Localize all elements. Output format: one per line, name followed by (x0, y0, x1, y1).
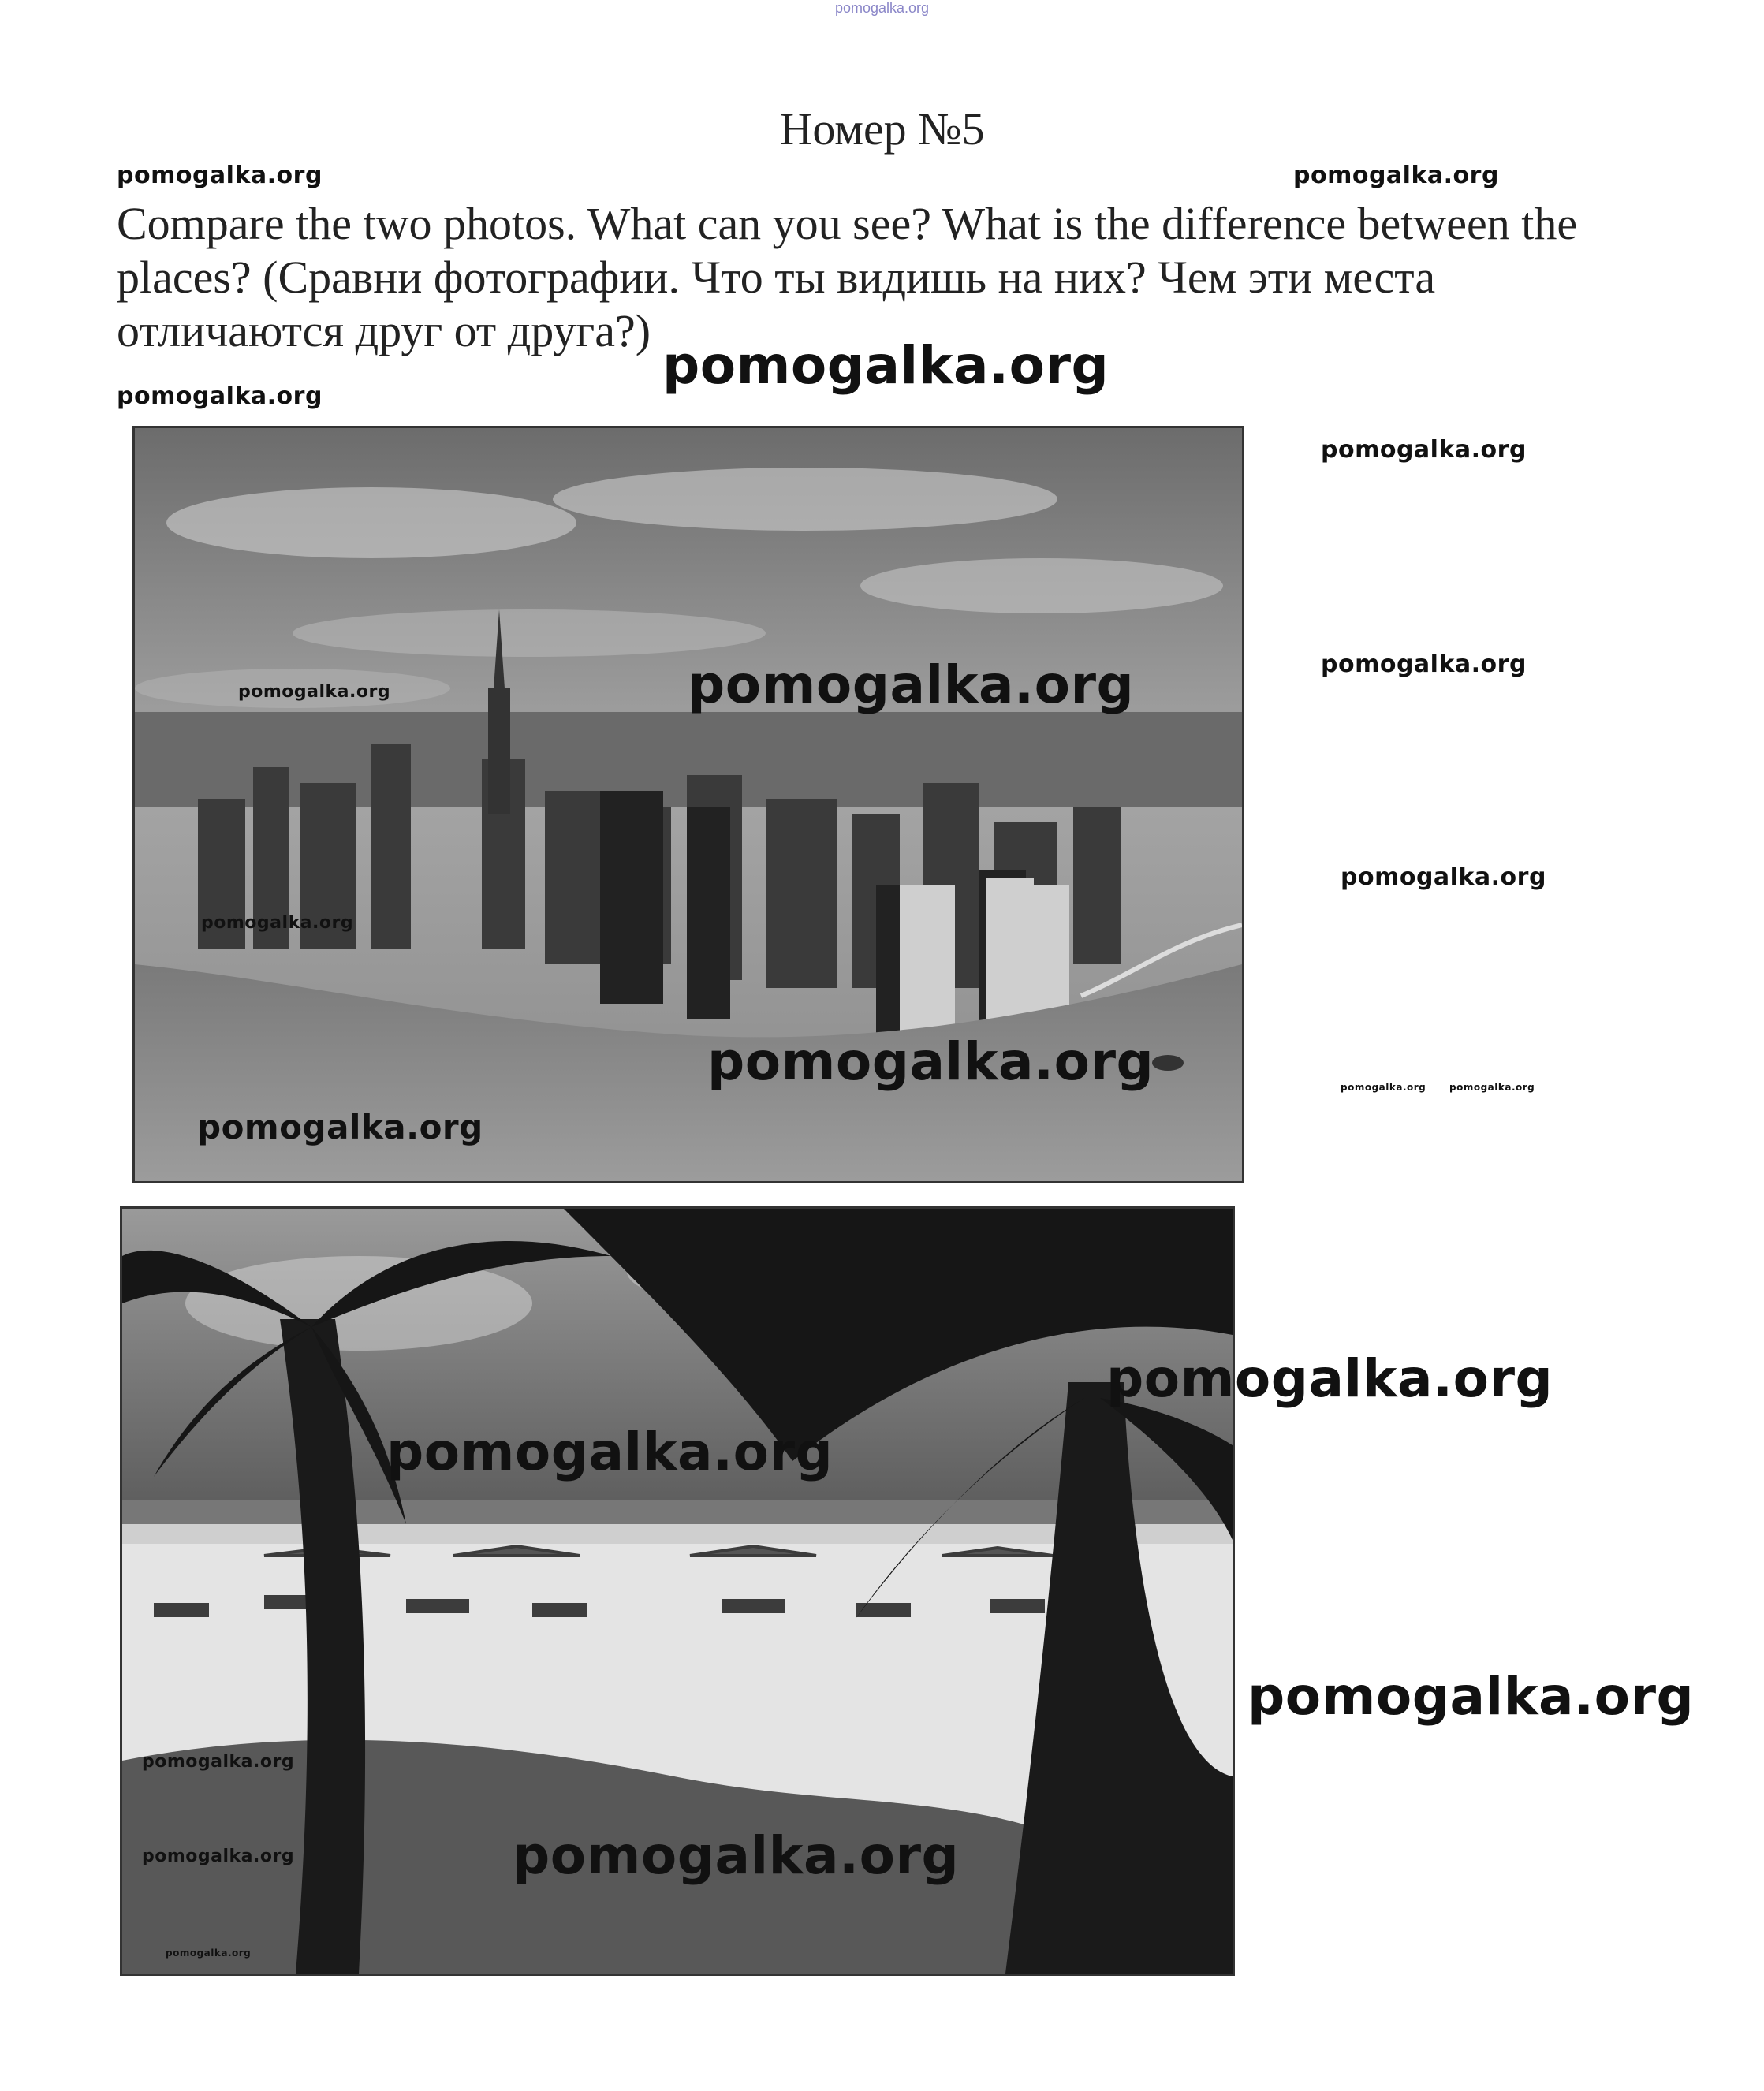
watermark: pomogalka.org (1341, 863, 1546, 891)
watermark: pomogalka.org (513, 1825, 960, 1886)
watermark: pomogalka.org (197, 1108, 483, 1146)
watermark: pomogalka.org (117, 382, 323, 410)
watermark: pomogalka.org (662, 335, 1109, 396)
watermark: pomogalka.org (1449, 1082, 1535, 1093)
watermark: pomogalka.org (166, 1948, 252, 1959)
watermark: pomogalka.org (142, 1752, 295, 1772)
watermark: pomogalka.org (1341, 1082, 1426, 1093)
task-text: Compare the two photos. What can you see? What is the difference between the places? (Сравни фотографии. Что ты видишь на них? Чем эти места отличаются друг от друга?) (117, 198, 1578, 356)
watermark: pomogalka.org (117, 162, 323, 189)
watermark: pomogalka.org (1321, 650, 1527, 678)
watermark: pomogalka.org (707, 1031, 1154, 1092)
page-title: Номер №5 (779, 103, 985, 155)
watermark: pomogalka.org (1321, 436, 1527, 464)
watermark: pomogalka.org (1293, 162, 1499, 189)
watermark: pomogalka.org (386, 1422, 834, 1482)
watermark: pomogalka.org (142, 1847, 295, 1866)
watermark: pomogalka.org (201, 913, 354, 933)
watermark: pomogalka.org (688, 654, 1135, 715)
watermark: pomogalka.org (238, 682, 391, 702)
site-mark: pomogalka.org (834, 0, 930, 16)
watermark: pomogalka.org (1247, 1666, 1695, 1727)
watermark: pomogalka.org (1106, 1348, 1553, 1409)
